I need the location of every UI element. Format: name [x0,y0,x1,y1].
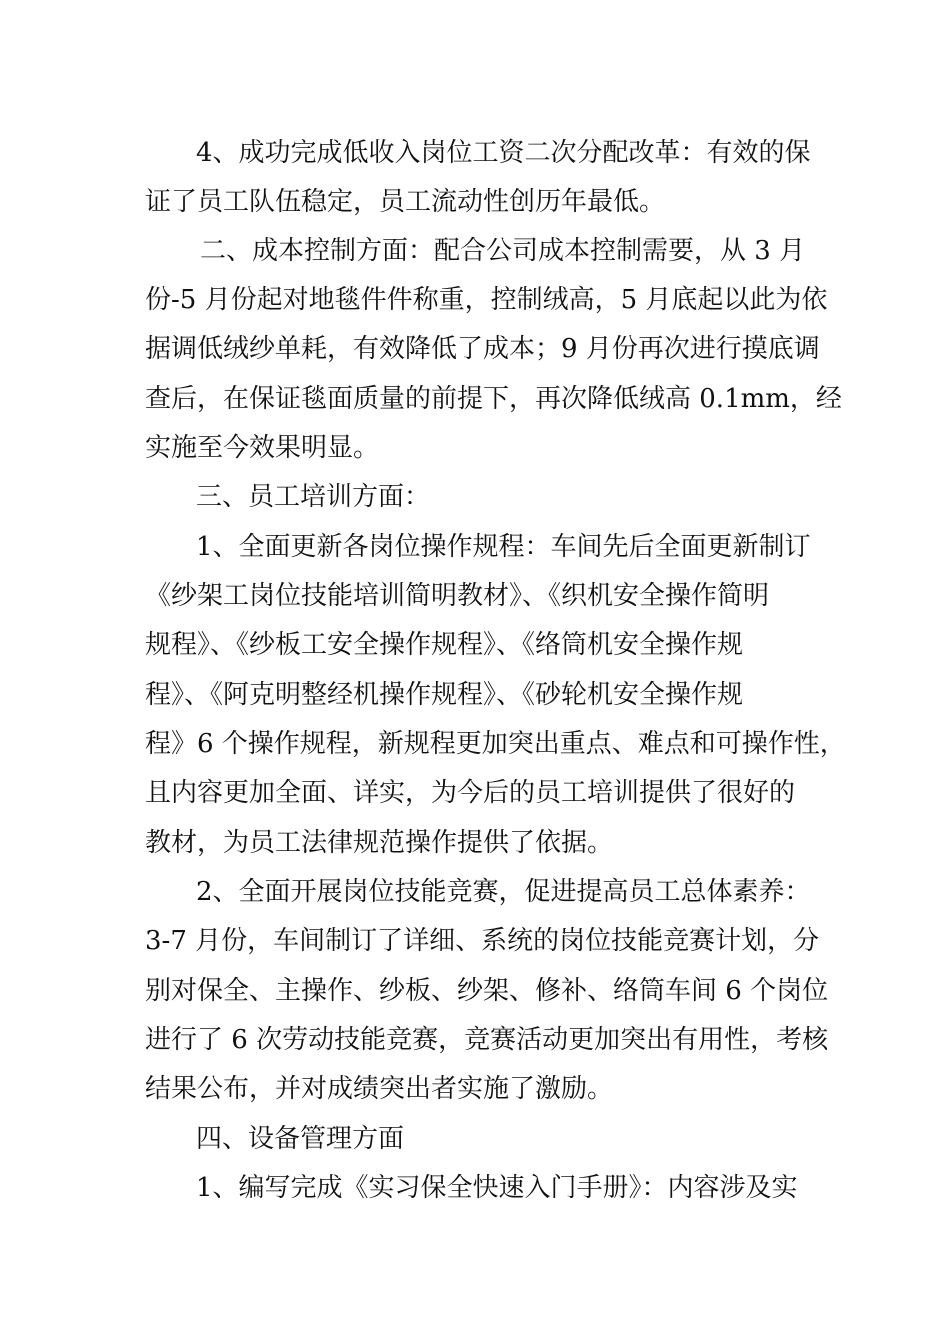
text-line-1: 4、成功完成低收入岗位工资二次分配改革：有效的保 [196,138,811,168]
text-line-5: 据调低绒纱单耗，有效降低了成本；9 月份再次进行摸底调 [145,334,820,364]
section-heading-equipment: 四、设备管理方面 [196,1124,405,1154]
text-line-4: 份-5 月份起对地毯件件称重，控制绒高，5 月底起以此为依 [145,285,828,315]
text-line-14: 且内容更加全面、详实，为今后的员工培训提供了很好的 [145,778,796,808]
text-line-13: 程》6 个操作规程，新规程更加突出重点、难点和可操作性， [145,729,846,759]
text-line-20: 结果公布，并对成绩突出者实施了激励。 [145,1074,614,1104]
text-line-2: 证了员工队伍稳定，员工流动性创历年最低。 [145,187,666,217]
text-line-10: 《纱架工岗位技能培训简明教材》、《织机安全操作简明 [145,581,770,611]
text-line-6: 查后，在保证毯面质量的前提下，再次降低绒高 0.1mm，经 [145,384,842,414]
text-line-12: 程》、《阿克明整经机操作规程》、《砂轮机安全操作规 [145,680,744,710]
text-line-17: 3-7 月份，车间制订了详细、系统的岗位技能竞赛计划，分 [145,926,820,956]
text-line-19: 进行了 6 次劳动技能竞赛，竞赛活动更加突出有用性，考核 [145,1025,829,1055]
text-line-18: 别对保全、主操作、纱板、纱架、修补、络筒车间 6 个岗位 [145,976,829,1006]
text-line-15: 教材，为员工法律规范操作提供了依据。 [145,828,614,858]
text-line-16: 2、全面开展岗位技能竞赛，促进提高员工总体素养： [196,877,811,907]
section-heading-training: 三、员工培训方面： [196,482,431,512]
text-line-22: 1、编写完成《实习保全快速入门手册》：内容涉及实 [196,1173,798,1203]
text-line-11: 规程》、《纱板工安全操作规程》、《络筒机安全操作规 [145,630,744,660]
text-line-9: 1、全面更新各岗位操作规程：车间先后全面更新制订 [196,532,811,562]
text-line-7: 实施至今效果明显。 [145,433,380,463]
section-heading-cost-control: 二、成本控制方面：配合公司成本控制需要，从 3 月 [200,236,806,266]
